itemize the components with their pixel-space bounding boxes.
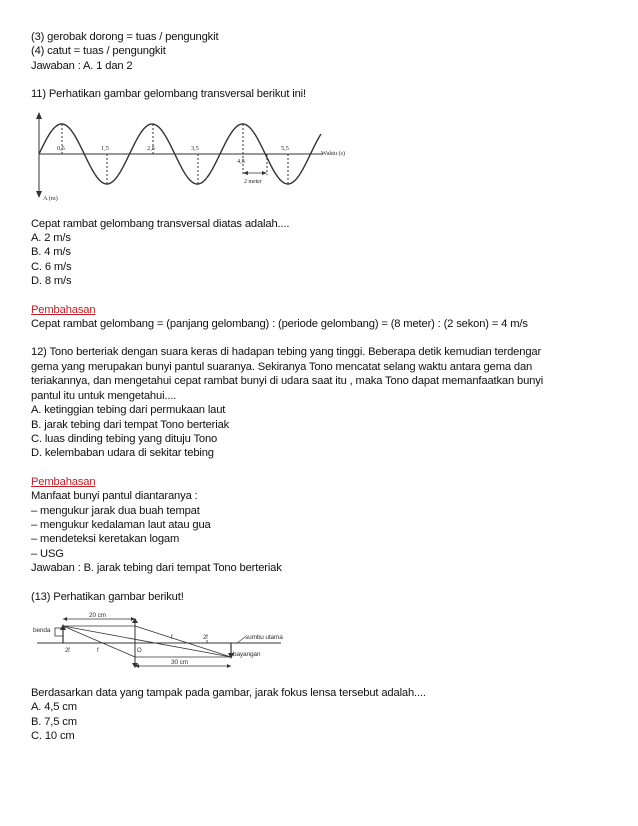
question-prompt: Cepat rambat gelombang transversal diatas adalah.... bbox=[31, 217, 290, 230]
text-line: (4) catut = tuas / pengungkit bbox=[31, 45, 166, 58]
option-a: A. ketinggian tebing dari permukaan laut bbox=[31, 404, 226, 417]
label-f-left: f bbox=[97, 647, 99, 654]
option-c: C. luas dinding tebing yang dituju Tono bbox=[31, 432, 218, 445]
wave-label: 5,5 bbox=[281, 144, 289, 152]
option-d: D. 8 m/s bbox=[31, 275, 72, 288]
axis-label: sumbu utama bbox=[245, 633, 283, 641]
lens-figure bbox=[31, 612, 611, 672]
object-label: benda bbox=[33, 626, 51, 634]
label-f-right: f bbox=[171, 634, 173, 641]
explanation-line: – mengukur jarak dua buah tempat bbox=[31, 504, 200, 517]
text-line: (3) gerobak dorong = tuas / pengungkit bbox=[31, 31, 219, 43]
bottom-distance-label: 30 cm bbox=[171, 658, 188, 666]
question-prompt: Berdasarkan data yang tampak pada gambar, jarak fokus lensa tersebut adalah.... bbox=[31, 686, 426, 699]
image-label: bayangan bbox=[233, 650, 261, 658]
question-12-line: 12) Tono berteriak dengan suara keras di hadapan tebing yang tinggi. Beberapa detik kemudian terdengar bbox=[31, 346, 542, 359]
label-2f-right: 2f bbox=[203, 634, 208, 641]
wave-figure bbox=[31, 110, 611, 203]
option-b: B. jarak tebing dari tempat Tono berteriak bbox=[31, 418, 230, 431]
option-b: B. 7,5 cm bbox=[31, 715, 77, 728]
question-11: 11) Perhatikan gambar gelombang transversal berikut ini! bbox=[31, 88, 306, 101]
option-b: B. 4 m/s bbox=[31, 246, 71, 259]
explanation-line: – USG bbox=[31, 547, 64, 560]
x-axis-label: Waktu (s) bbox=[321, 149, 345, 157]
top-distance-label: 20 cm bbox=[89, 611, 106, 619]
explanation-line: Manfaat bunyi pantul diantaranya : bbox=[31, 490, 198, 503]
wave-label: 4,5 bbox=[237, 157, 245, 165]
question-12-line: pantul itu untuk mengetahui.... bbox=[31, 389, 177, 402]
option-c: C. 6 m/s bbox=[31, 260, 72, 273]
pembahasan-heading: Pembahasan bbox=[31, 475, 96, 488]
answer-line: Jawaban : A. 1 dan 2 bbox=[31, 59, 133, 72]
question-12-line: gema yang merupakan bunyi pantul suaranya. Sekiranya Tono mencatat selang waktu antara gema dan bbox=[31, 360, 533, 373]
label-o: O bbox=[137, 647, 142, 654]
wave-label: 3,5 bbox=[191, 144, 199, 152]
option-d: D. kelembaban udara di sekitar tebing bbox=[31, 447, 214, 460]
label-2f-left: 2f bbox=[65, 647, 70, 654]
pembahasan-heading: Pembahasan bbox=[31, 303, 96, 316]
document-page bbox=[31, 30, 611, 744]
answer-line: Jawaban : B. jarak tebing dari tempat Tono berteriak bbox=[31, 562, 282, 575]
wave-label: 0,5 bbox=[57, 144, 65, 152]
wave-label: 1,5 bbox=[101, 144, 109, 152]
explanation-line: – mengukur kedalaman laut atau gua bbox=[31, 518, 211, 531]
wave-label: 2,5 bbox=[147, 144, 155, 152]
explanation-line: – mendeteksi keretakan logam bbox=[31, 533, 180, 546]
dimension-label: 2 meter bbox=[244, 177, 262, 185]
question-12-line: teriakannya, dan mengetahui cepat rambat bunyi di udara saat itu , maka Tono dapat memanfaatkan bunyi bbox=[31, 375, 544, 388]
y-axis-label: A (m) bbox=[43, 194, 58, 202]
option-a: A. 4,5 cm bbox=[31, 701, 77, 714]
option-a: A. 2 m/s bbox=[31, 232, 71, 245]
option-c: C. 10 cm bbox=[31, 730, 75, 743]
explanation-line: Cepat rambat gelombang = (panjang gelombang) : (periode gelombang) = (8 meter) : (2 sekon) = 4 m/s bbox=[31, 318, 528, 331]
question-13: (13) Perhatikan gambar berikut! bbox=[31, 590, 184, 603]
